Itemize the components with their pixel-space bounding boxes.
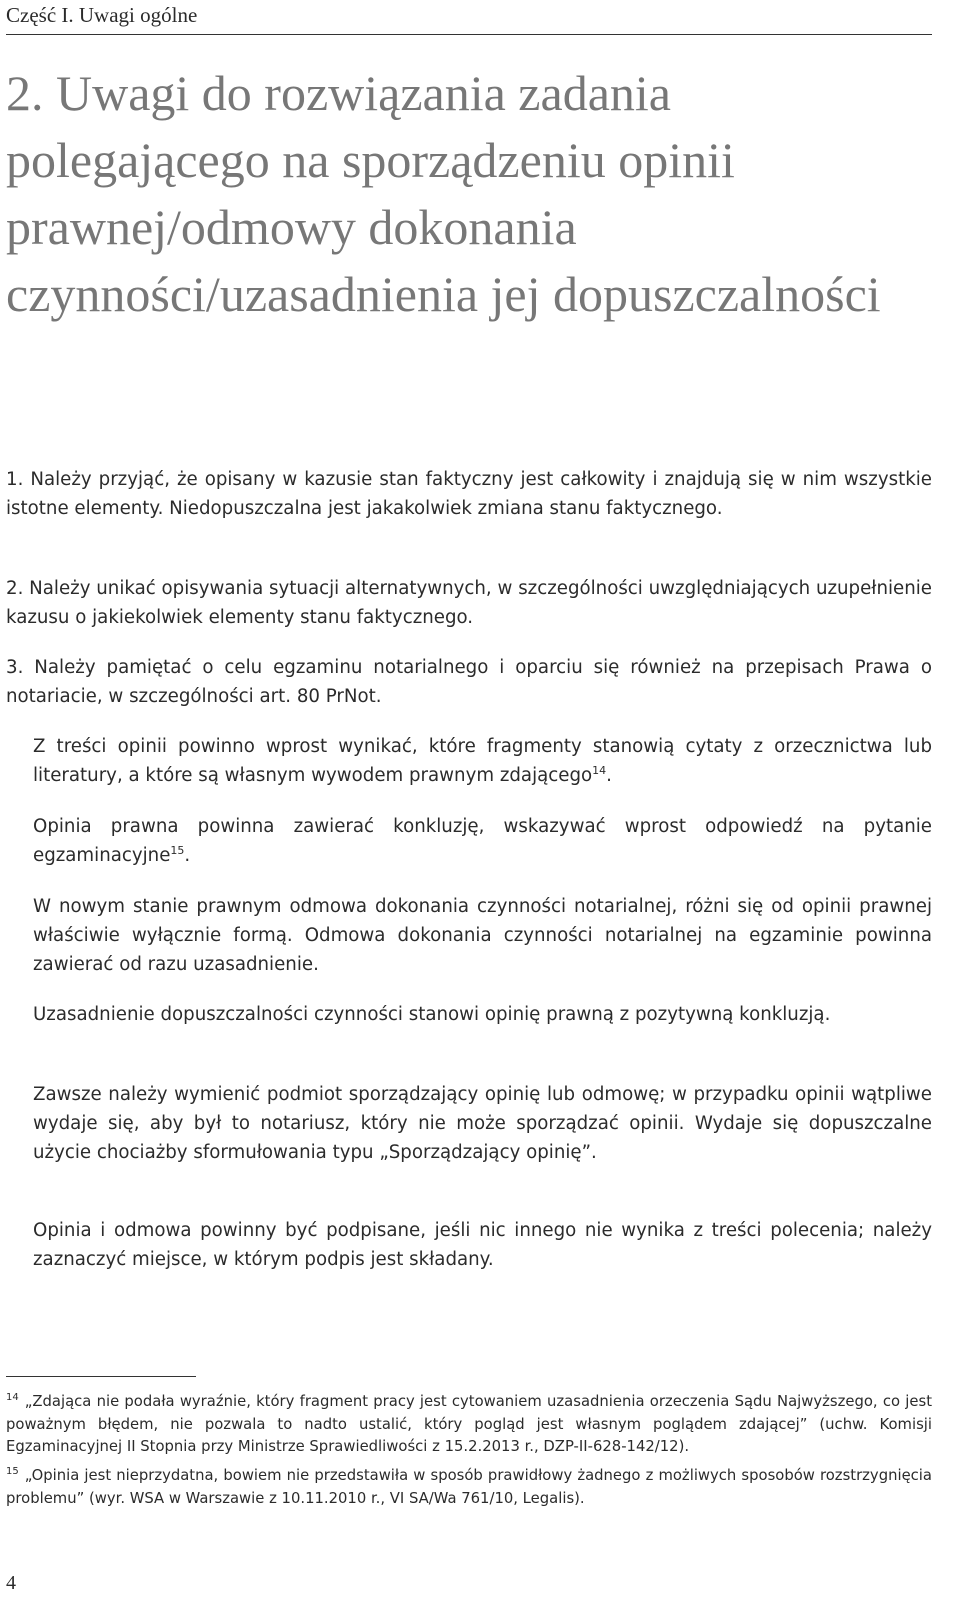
list-item-3 bbox=[6, 653, 932, 711]
running-head: Część I. Uwagi ogólne bbox=[6, 0, 932, 35]
item-text: Z treści opinii powinno wprost wynikać, które fragmenty stanowią cytaty z orzecznictwa lub literatury, a które są własnym wywodem prawnym zdającego bbox=[33, 736, 932, 786]
footnote-number: 15 bbox=[6, 1466, 19, 1478]
item-text: W nowym stanie prawnym odmowa dokonania czynności notarialnej, różni się od opinii prawnej właściwie wyłącznie formą. Odmowa dokonania czynności notarialnej na egzaminie powinna zawierać od razu uzasadnienie. bbox=[33, 896, 932, 975]
footnote-14 bbox=[6, 1391, 932, 1459]
item-text: Należy przyjąć, że opisany w kazusie stan faktyczny jest całkowity i znajdują się w nim wszystkie istotne elementy. Niedopuszczalna jest jakakolwiek zmiana stanu faktycznego. bbox=[6, 469, 932, 519]
list-item-6 bbox=[6, 892, 932, 979]
item-text: Zawsze należy wymienić podmiot sporządzający opinię lub odmowę; w przypadku opinii wątpliwe wydaje się, aby był to notariusz, który nie może sporządzać opinii. Wydaje się dopuszczalne użycie chociażby sformułowania typu „Sporządzający opinię”. bbox=[33, 1084, 932, 1163]
item-number: 3. bbox=[6, 657, 24, 678]
footnote-reference: 14 bbox=[592, 763, 607, 777]
item-number bbox=[6, 892, 33, 921]
item-text: Opinia prawna powinna zawierać konkluzję, wskazywać wprost odpowiedź na pytanie egzaminacyjne bbox=[33, 816, 932, 866]
footnote-number: 14 bbox=[6, 1392, 19, 1404]
item-text: Opinia i odmowa powinny być podpisane, jeśli nic innego nie wynika z treści polecenia; należy zaznaczyć miejsce, w którym podpis jest składany. bbox=[33, 1220, 932, 1270]
item-text: Należy pamiętać o celu egzaminu notarialnego i oparciu się również na przepisach Prawa o notariacie, w szczególności art. 80 PrNot. bbox=[6, 657, 932, 707]
footnote-15 bbox=[6, 1465, 932, 1510]
list-item-1 bbox=[6, 465, 932, 523]
item-number: 1. bbox=[6, 469, 24, 490]
page-number: 4 bbox=[6, 1572, 16, 1594]
item-number bbox=[6, 1080, 33, 1109]
list-item-8 bbox=[6, 1080, 932, 1167]
item-number bbox=[6, 732, 33, 761]
list-item-7 bbox=[6, 1000, 932, 1029]
item-number bbox=[6, 812, 33, 841]
item-text: Należy unikać opisywania sytuacji alternatywnych, w szczególności uwzględniających uzupełnienie kazusu o jakiekolwiek elementy stanu faktycznego. bbox=[6, 578, 932, 628]
list-item-2 bbox=[6, 574, 932, 632]
item-number bbox=[6, 1000, 33, 1029]
item-text-end: . bbox=[606, 765, 612, 786]
item-number bbox=[6, 1216, 33, 1245]
list-item-5 bbox=[6, 812, 932, 870]
footnote-reference: 15 bbox=[170, 843, 185, 857]
item-number: 2. bbox=[6, 578, 24, 599]
list-item-4 bbox=[6, 732, 932, 790]
list-item-9 bbox=[6, 1216, 932, 1274]
item-text-end: . bbox=[184, 845, 191, 866]
footnote-divider bbox=[6, 1376, 196, 1377]
footnote-text: „Zdająca nie podała wyraźnie, który fragment pracy jest cytowaniem uzasadnienia orzeczenia Sądu Najwyższego, co jest poważnym błędem, nie pozwala to nadto ustalić, który pogląd jest własnym poglądem zdającej” (uchw. Komisji Egzaminacyjnej II Stopnia przy Ministrze Sprawiedliwości z 15.2.2013 r., DZP-II-628-142/12). bbox=[6, 1393, 932, 1455]
chapter-title: 2. Uwagi do rozwiązania zadania polegającego na sporządzeniu opinii prawnej/odmowy dokonania czynności/uzasadnienia jej dopuszczalności bbox=[6, 65, 881, 322]
footnote-text: „Opinia jest nieprzydatna, bowiem nie przedstawiła w sposób prawidłowy żadnego z możliwych sposobów rozstrzygnięcia problemu” (wyr. WSA w Warszawie z 10.11.2010 r., VI SA/Wa 761/10, Legalis). bbox=[6, 1467, 932, 1507]
item-text: Uzasadnienie dopuszczalności czynności stanowi opinię prawną z pozytywną konkluzją. bbox=[33, 1004, 831, 1025]
